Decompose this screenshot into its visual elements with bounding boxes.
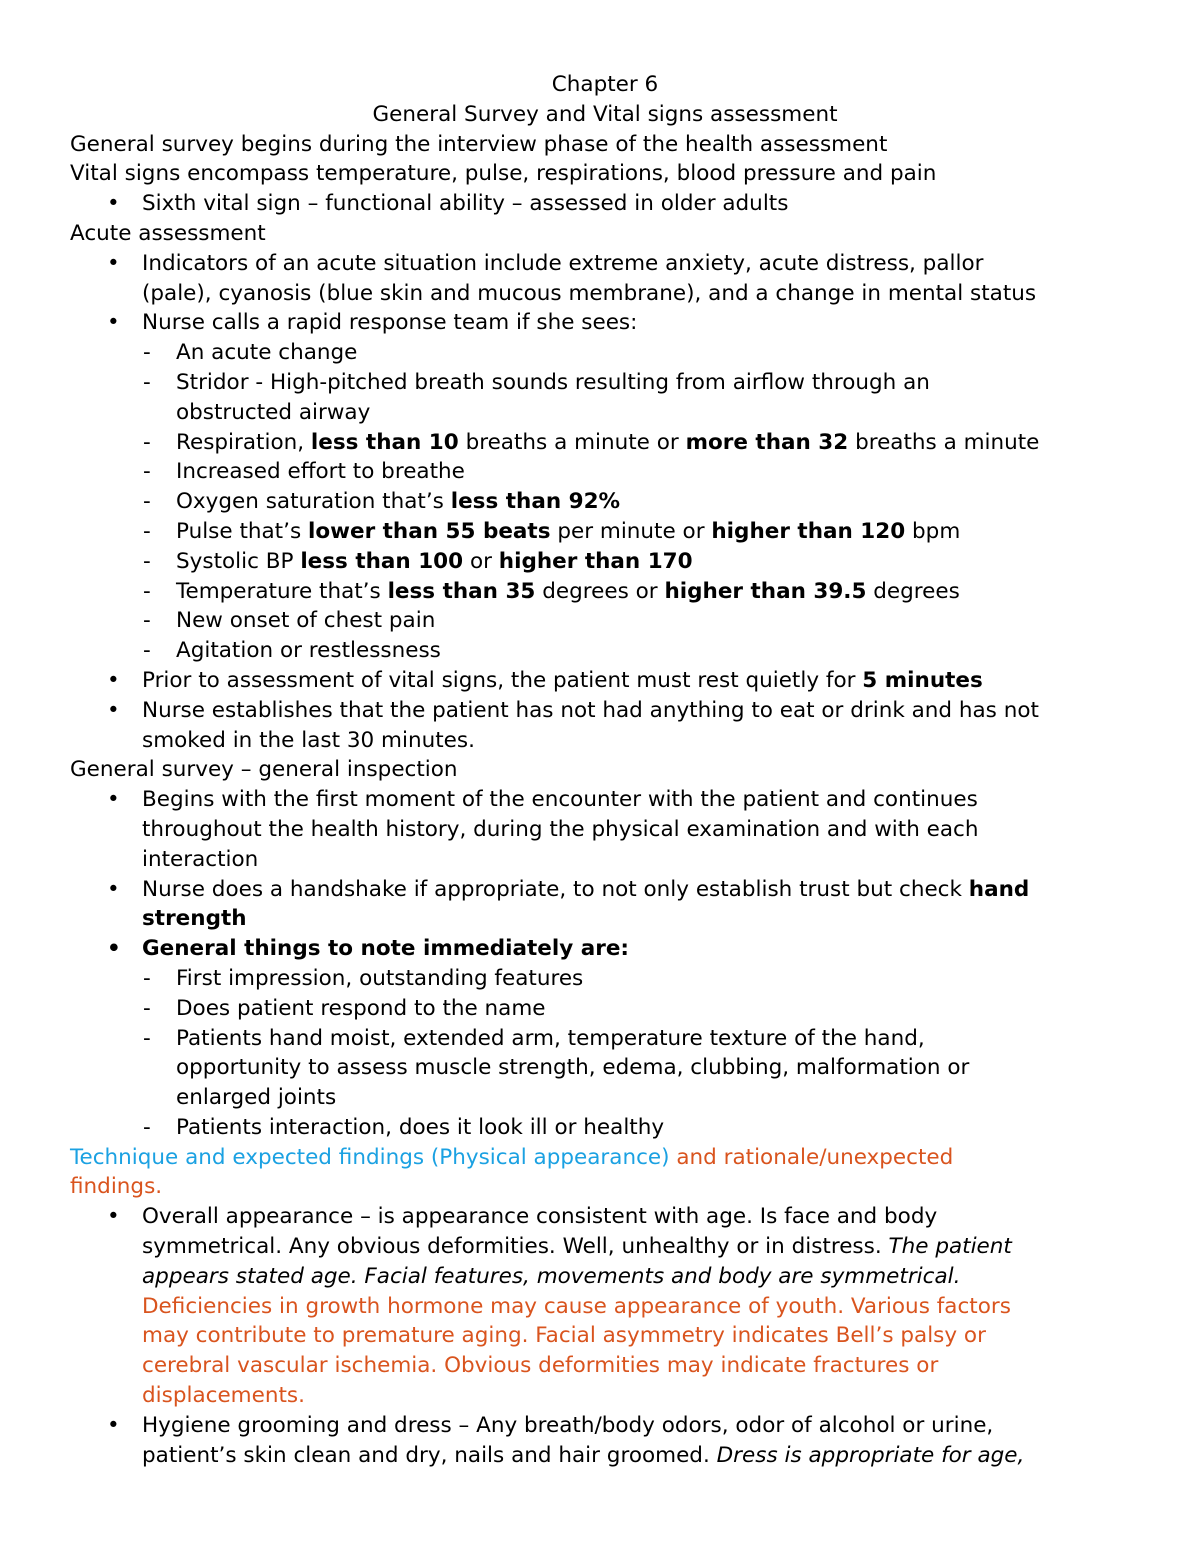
dash-mark: - — [143, 578, 151, 604]
dash-mark: - — [143, 608, 151, 634]
bullet-mark: • — [107, 697, 120, 723]
dash-mark: - — [143, 1114, 151, 1140]
dash-mark: - — [143, 489, 151, 515]
chapter-title: Chapter 6 — [551, 72, 659, 97]
dash-item: - Temperature that’s less than 35 degrees or higher than 39.5 degrees — [70, 577, 1140, 607]
bullet-item: • Indicators of an acute situation include extreme anxiety, acute distress, pallor (pale), cyanosis (blue skin and mucous membrane), and a change in mental status — [107, 250, 1037, 306]
dash-mark: - — [143, 548, 151, 574]
dash-item: - New onset of chest pain — [70, 606, 1140, 636]
bullet-mark: • — [107, 667, 120, 693]
bullet-item: • Nurse does a handshake if appropriate, to not only establish trust but check hand strength — [107, 876, 1030, 932]
dash-item: - Stridor - High-pitched breath sounds resulting from airflow through an obstructed airway — [143, 369, 930, 425]
bullet-mark: • — [107, 936, 121, 962]
bullet-mark: • — [107, 250, 120, 276]
bullet-item: • Nurse establishes that the patient has not had anything to eat or drink and has not smoked in the last 30 minutes. — [107, 697, 1039, 753]
dash-mark: - — [143, 369, 151, 395]
bullet-item: • Begins with the first moment of the encounter with the patient and continues throughout the health history, during the physical examination and with each interaction — [107, 787, 979, 872]
section-heading: General survey – general inspection — [70, 757, 458, 783]
bullet-item: • Prior to assessment of vital signs, the patient must rest quietly for 5 minutes — [70, 666, 1140, 696]
dash-mark: - — [143, 459, 151, 485]
dash-item: - First impression, outstanding features — [70, 964, 1140, 994]
bullet-mark: • — [107, 310, 120, 336]
section-heading: Acute assessment — [70, 220, 266, 246]
bullet-item: • Overall appearance – is appearance consistent with age. Is face and body symmetrical. Any obvious deformities. Well, unhealthy or in distress. The patient appears stated age. Facial features, movements and body are symmetrical. Deficiencies in growth hormone may cause appearance of youth. Various factors may contribute to premature aging. Facial asymmetry indicates Bell’s palsy or cerebral vascular ischemia. Obvious deformities may indicate fractures or displacements. — [107, 1204, 1012, 1409]
bullet-mark: • — [107, 191, 120, 217]
technique-heading: Technique and expected findings (Physical appearance) and rationale/unexpected — [70, 1144, 954, 1170]
chapter-subtitle: General Survey and Vital signs assessment — [372, 101, 838, 127]
bullet-mark: • — [107, 1412, 120, 1438]
dash-item: - An acute change — [70, 338, 1140, 368]
dash-item: - Pulse that’s lower than 55 beats per minute or higher than 120 bpm — [70, 517, 1140, 547]
dash-item: - Patients interaction, does it look ill or healthy — [70, 1113, 1140, 1143]
bullet-mark: • — [107, 876, 120, 902]
intro-line: Vital signs encompass temperature, pulse, respirations, blood pressure and pain — [70, 161, 937, 187]
dash-mark: - — [143, 340, 151, 366]
bullet-mark: • — [107, 787, 120, 813]
bullet-item: • Hygiene grooming and dress – Any breath/body odors, odor of alcohol or urine, patient’s skin clean and dry, nails and hair groomed. Dress is appropriate for age, — [107, 1412, 1025, 1468]
dash-item: - Increased effort to breathe — [70, 457, 1140, 487]
document-page — [70, 70, 1140, 1470]
bullet-item: • General things to note immediately are: — [70, 934, 1140, 964]
dash-mark: - — [143, 638, 151, 664]
bullet-item: • Nurse calls a rapid response team if she sees: — [70, 308, 1140, 338]
dash-mark: - — [143, 965, 151, 991]
dash-mark: - — [143, 429, 151, 455]
dash-mark: - — [143, 1025, 151, 1051]
dash-mark: - — [143, 995, 151, 1021]
dash-item: - Patients hand moist, extended arm, temperature texture of the hand, opportunity to assess muscle strength, edema, clubbing, malformation or enlarged joints — [143, 1025, 970, 1111]
dash-item: - Agitation or restlessness — [70, 636, 1140, 666]
intro-line: General survey begins during the interview phase of the health assessment — [70, 131, 888, 157]
dash-mark: - — [143, 518, 151, 544]
dash-item: - Systolic BP less than 100 or higher than 170 — [70, 547, 1140, 577]
dash-item: - Does patient respond to the name — [70, 994, 1140, 1024]
bullet-item: • Sixth vital sign – functional ability – assessed in older adults — [70, 189, 1140, 219]
dash-item: - Oxygen saturation that’s less than 92% — [70, 487, 1140, 517]
bullet-mark: • — [107, 1204, 120, 1230]
technique-heading-cont: findings. — [70, 1174, 163, 1200]
dash-item: - Respiration, less than 10 breaths a minute or more than 32 breaths a minute — [70, 428, 1140, 458]
